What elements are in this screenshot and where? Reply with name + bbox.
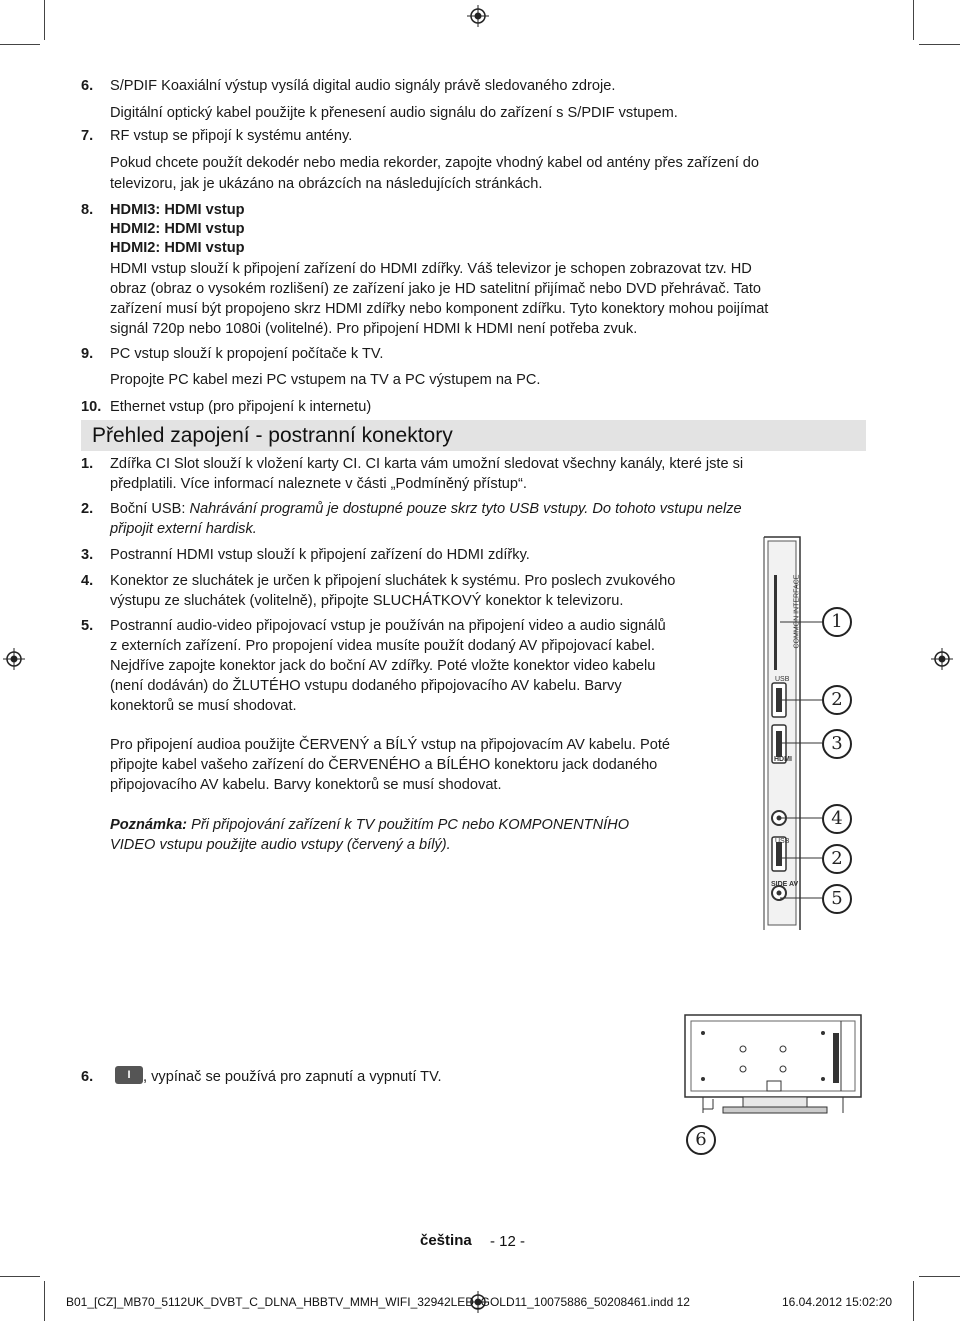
- common-interface-label: COMMON INTERFACE: [793, 574, 801, 649]
- callout-1: 1: [822, 607, 852, 637]
- registration-mark-icon: [931, 648, 953, 670]
- side-item-2-line: [110, 499, 742, 519]
- callout-5: 5: [822, 884, 852, 914]
- side-item-4-line: Konektor ze sluchátek je určen k připojení sluchátek k systému. Pro poslech zvukového: [110, 573, 676, 589]
- item-number: 9.: [81, 346, 94, 362]
- page-number: - 12 -: [490, 1233, 526, 1250]
- side-item-5-line: (není dodáván) do ŽLUTÉHO vstupu dodaného připojovacího AV kabelu. Barvy: [110, 678, 622, 694]
- crop-mark: [0, 1276, 40, 1277]
- section-title: Přehled zapojení - postranní konektory: [92, 424, 453, 447]
- side-item-2-line: připojit externí hardisk.: [110, 521, 257, 537]
- callout-2: 2: [822, 685, 852, 715]
- note-line: VIDEO vstupu použijte audio vstupy (červený a bílý).: [110, 837, 451, 853]
- item-number: 10.: [81, 399, 102, 415]
- item-9-line: Propojte PC kabel mezi PC vstupem na TV a PC výstupem na PC.: [110, 372, 541, 388]
- item-8-heading: HDMI3: HDMI vstup: [110, 202, 245, 218]
- note-line: [110, 815, 629, 835]
- crop-mark: [919, 44, 960, 45]
- usb-label: USB: [775, 838, 790, 845]
- power-switch-icon: I: [115, 1066, 143, 1084]
- side-av-label: SIDE AV: [771, 881, 799, 888]
- item-8-line: obraz (obraz o vysokém rozlišení) ze zařízení jako je HD satelitní přijímač nebo DVD přehrávač. Tato: [110, 281, 762, 297]
- leader-lines: [780, 600, 825, 910]
- item-8-heading: HDMI2: HDMI vstup: [110, 240, 245, 256]
- tv-back-diagram: [683, 1013, 865, 1117]
- item-number: 8.: [81, 202, 94, 218]
- crop-mark: [44, 0, 45, 40]
- side-item-5-line: konektorů se musí shodovat.: [110, 698, 297, 714]
- side-item-2-prefix: Boční USB:: [110, 501, 190, 517]
- side-item-5-line: z externích zařízení. Pro propojení videa musíte použít dodaný AV připojovací kabel.: [110, 638, 655, 654]
- item-6-line: Digitální optický kabel použijte k přenesení audio signálu do zařízení s S/PDIF vstupem.: [110, 105, 678, 121]
- item-number: 2.: [81, 501, 94, 517]
- side-item-4-line: výstupu ze sluchátek (volitelně), připojte SLUCHÁTKOVÝ konektor k televizoru.: [110, 593, 624, 609]
- item-8-line: zařízení musí být propojeno skrz HDMI zdířky nebo komponent zdířku. Tyto konektory mohou poijímat: [110, 301, 769, 317]
- crop-mark: [919, 1276, 960, 1277]
- item-10-line: Ethernet vstup (pro připojení k internetu): [110, 399, 372, 415]
- usb-label: USB: [775, 676, 790, 683]
- item-7-line: televizoru, jak je ukázáno na obrázcích na následujících stránkách.: [110, 176, 543, 192]
- registration-mark-icon: [3, 648, 25, 670]
- file-name: B01_[CZ]_MB70_5112UK_DVBT_C_DLNA_HBBTV_MMH_WIFI_32942LED_GOLD11_10075886_50208461.indd 12: [66, 1295, 690, 1309]
- side-item-5-line: Postranní audio-video připojovací vstup je používán na připojení video a audio signálů: [110, 618, 666, 634]
- item-7-line: Pokud chcete použít dekodér nebo media rekorder, zapojte vhodný kabel od antény přes zařízení do: [110, 155, 760, 171]
- item-number: 6.: [81, 1069, 94, 1085]
- hdmi-label: HDMI: [774, 756, 792, 763]
- side-item-5-para2: připojovacího AV kabelu. Barvy konektorů se musí shodovat.: [110, 777, 502, 793]
- side-item-5-line: Nejdříve zapojte konektor jack do boční AV zdířky. Poté vložte konektor video kabelu: [110, 658, 656, 674]
- side-item-5-para2: připojte kabel vašeho zařízení do ČERVENÉHO a BÍLÉHO konektoru jack dodaného: [110, 757, 658, 773]
- crop-mark: [913, 1281, 914, 1321]
- item-8-line: signál 720p nebo 1080i (volitelné). Pro připojení HDMI k HDMI není potřeba zvuk.: [110, 321, 638, 337]
- crop-mark: [44, 1281, 45, 1321]
- item-number: 4.: [81, 573, 94, 589]
- side-item-5-para2: Pro připojení audioa použijte ČERVENÝ a BÍLÝ vstup na připojovacím AV kabelu. Poté: [110, 737, 671, 753]
- item-number: 3.: [81, 547, 94, 563]
- item-8-heading: HDMI2: HDMI vstup: [110, 221, 245, 237]
- item-number: 5.: [81, 618, 94, 634]
- item-number: 7.: [81, 128, 94, 144]
- item-number: 1.: [81, 456, 94, 472]
- callout-2: 2: [822, 844, 852, 874]
- side-item-3-line: Postranní HDMI vstup slouží k připojení zařízení do HDMI zdířky.: [110, 547, 530, 563]
- crop-mark: [913, 0, 914, 40]
- item-6-line: S/PDIF Koaxiální výstup vysílá digital audio signály právě sledovaného zdroje.: [110, 78, 616, 94]
- page-footer-language: čeština: [420, 1232, 472, 1249]
- side-item-1-line: předplatili. Více informací naleznete v části „Podmíněný přístup“.: [110, 476, 527, 492]
- callout-6: 6: [686, 1125, 716, 1155]
- item-number: 6.: [81, 78, 94, 94]
- note-text: Při připojování zařízení k TV použitím PC nebo KOMPONENTNÍHO: [187, 817, 630, 833]
- note-label: Poznámka:: [110, 817, 188, 833]
- file-date: 16.04.2012 15:02:20: [782, 1295, 893, 1309]
- side-item-6-line: , vypínač se používá pro zapnutí a vypnutí TV.: [143, 1069, 442, 1085]
- item-7-line: RF vstup se připojí k systému antény.: [110, 128, 353, 144]
- callout-4: 4: [822, 804, 852, 834]
- item-8-line: HDMI vstup slouží k připojení zařízení do HDMI zdířky. Váš televizor je schopen zobrazovat tzv. HD: [110, 261, 752, 277]
- side-item-1-line: Zdířka CI Slot slouží k vložení karty CI. CI karta vám umožní sledovat všechny kanály, které jste si: [110, 456, 744, 472]
- registration-mark-icon: [467, 5, 489, 27]
- crop-mark: [0, 44, 40, 45]
- callout-3: 3: [822, 729, 852, 759]
- side-item-2-italic: Nahrávání programů je dostupné pouze skrz tyto USB vstupy. Do tohoto vstupu nelze: [189, 501, 742, 517]
- item-9-line: PC vstup slouží k propojení počítače k TV.: [110, 346, 384, 362]
